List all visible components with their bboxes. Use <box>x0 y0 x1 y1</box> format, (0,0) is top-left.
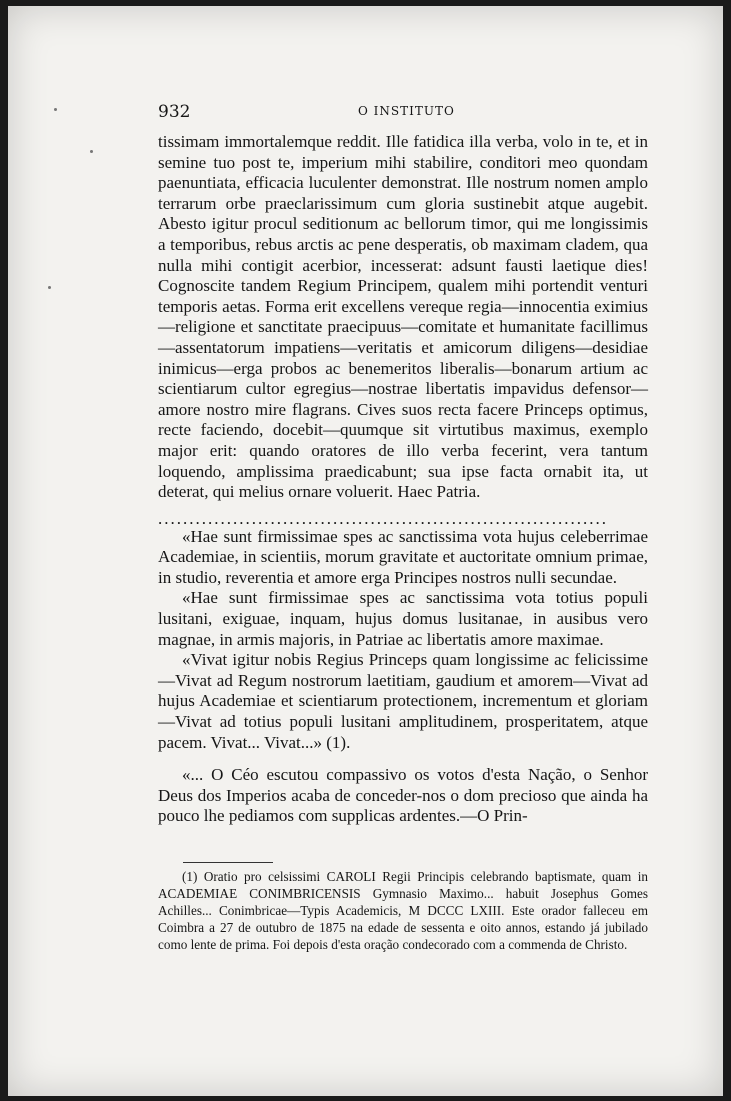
footnote-rule <box>183 862 273 863</box>
paragraph-5: «... O Céo escutou compassivo os votos d'esta Nação, o Senhor Deus dos Imperios acaba de conceder-nos o dom precioso que ainda ha pouco lhe pediamos com supplicas ardentes.—O Prin- <box>158 765 648 826</box>
paragraph-2: «Hae sunt firmissimae spes ac sanctissima vota hujus celeberrimae Academiae, in scientiis, morum gravitate et auctoritate omnium primae, in studio, reverentia et amore erga Principes nostros nulli secundae. <box>158 526 648 587</box>
footnotes <box>158 868 648 953</box>
paragraph-3: «Hae sunt firmissimae spes ac sanctissima vota totius populi lusitani, exiguae, inquam, hujus domus lusitanae, in ausibus vero magnae, in armis majoris, in Patriae ac libertatis amore maximae. <box>158 588 648 649</box>
page-header <box>158 102 648 124</box>
ellipsis-separator: ........................................................................ <box>158 510 608 527</box>
body-text <box>158 132 648 827</box>
footnote-1: (1) Oratio pro celsissimi CAROLI Regii Principis celebrando baptismate, quam in ACADEMIAE CONIMBRICENSIS Gymnasio Maximo... habuit Josephus Gomes Achilles... Conimbricae—Typis Academicis, M DCCC LXIII. Este orador falleceu em Coimbra a 27 de outubro de 1875 na edade de sessenta e oito annos, estando já jubilado como lente de prima. Foi depois d'esta oração condecorado com a commenda de Christo. <box>158 869 648 952</box>
margin-speck <box>48 286 51 289</box>
running-head: O INSTITUTO <box>358 104 455 118</box>
margin-speck <box>90 150 93 153</box>
book-page <box>8 6 723 1096</box>
paragraph-4: «Vivat igitur nobis Regius Princeps quam longissime ac felicissime—Vivat ad Regum nostrorum laetitiam, gaudium et amorem—Vivat ad hujus Academiae et scientiarum protectionem, incrementum et gloriam—Vivat ad totius populi lusitani amplitudinem, prosperitatem, atque pacem. Vivat... Vivat...» (1). <box>158 650 648 752</box>
margin-speck <box>54 108 57 111</box>
page-number: 932 <box>158 102 191 122</box>
paragraph-1: tissimam immortalemque reddit. Ille fatidica illa verba, volo in te, et in semine tuo post te, imperium mihi stabilire, conditori meo quondam paenuntiata, efficacia luculenter demonstrat. Ille nostrum nomen amplo terrarum orbe praeclarissimum cum gloria sustinebit atque augebit. Abesto igitur procul seditionum ac bellorum timor, qui me longissimis a temporibus, rebus arctis ac pene desperatis, ob maximam cladem, qua nulla mihi contigit acerbior, incesserat: adsunt fausti laetique dies! Cognoscite tandem Regium Principem, qualem mihi portendit venturi temporis aetas. Forma erit excellens vereque regia—innocentia eximius—religione et sanctitate praecipuus—comitate et humanitate facillimus—assentatorum impatiens—veritatis et amicorum diligens—desidiae inimicus—erga probos ac benemeritos liberalis—bonarum artium ac scientiarum cultor egregius—nostrae libertatis impavidus defensor—amore nostro mire flagrans. Cives suos recta facere Princeps optimus, recte faciendo, docebit—quumque sit virtutibus maximus, exemplo major erit: quando oratores de illo verba fecerint, vera tantum loquendo, amplissima praedicabunt; sua ipse facta ornabit ita, ut deterat, qui melius ornare voluerit. Haec Patria. <box>158 132 648 502</box>
